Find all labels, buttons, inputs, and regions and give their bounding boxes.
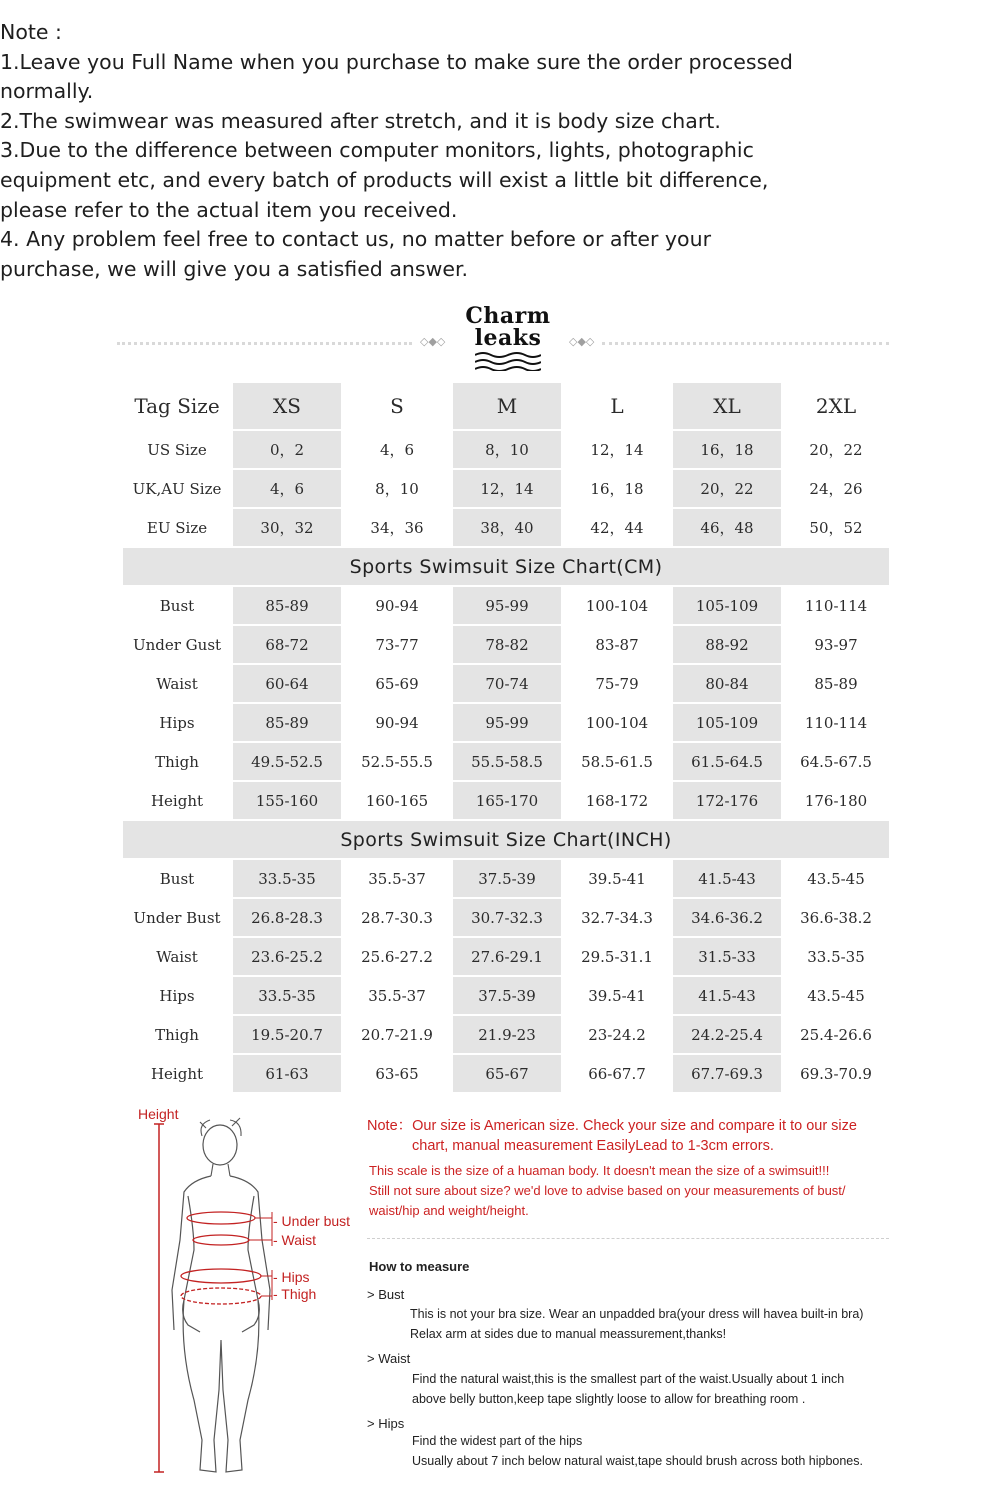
size-chart-table <box>121 381 891 1094</box>
size-value-cell: 85-89 <box>232 703 342 742</box>
size-value-cell: 100-104 <box>562 703 672 742</box>
size-value-cell: 52.5-55.5 <box>342 742 452 781</box>
size-value-cell: 4，6 <box>342 430 452 469</box>
scale-note-line1: This scale is the size of a huaman body. It doesn't mean the size of a swimsuit!!! <box>369 1163 830 1178</box>
note-heading: Note : <box>0 20 62 44</box>
row-label-cell: Under Bust <box>122 898 232 937</box>
inch-measurement-row <box>122 937 890 976</box>
size-value-cell: 105-109 <box>672 586 782 625</box>
size-value-cell: 25.6-27.2 <box>342 937 452 976</box>
size-value-cell: 58.5-61.5 <box>562 742 672 781</box>
size-value-cell: S <box>342 382 452 430</box>
size-value-cell: 35.5-37 <box>342 976 452 1015</box>
size-value-cell: 39.5-41 <box>562 976 672 1015</box>
size-value-cell: 155-160 <box>232 781 342 820</box>
size-value-cell: 75-79 <box>562 664 672 703</box>
size-value-cell: 65-67 <box>452 1054 562 1093</box>
under-bust-label: - Under bust <box>273 1213 351 1229</box>
waves-icon <box>475 351 541 371</box>
size-value-cell: 66-67.7 <box>562 1054 672 1093</box>
scale-note-line3: waist/hip and weight/height. <box>369 1203 529 1218</box>
body-outline-illustration <box>122 1100 362 1490</box>
size-value-cell: 34.6-36.2 <box>672 898 782 937</box>
size-value-cell: 46，48 <box>672 508 782 547</box>
size-value-cell: 28.7-30.3 <box>342 898 452 937</box>
size-value-cell: 32.7-34.3 <box>562 898 672 937</box>
scale-note-line2: Still not sure about size? we'd love to advise based on your measurements of bust/ <box>369 1183 846 1198</box>
size-value-cell: 33.5-35 <box>232 859 342 898</box>
size-value-cell: 85-89 <box>232 586 342 625</box>
size-value-cell: L <box>562 382 672 430</box>
size-value-cell: 27.6-29.1 <box>452 937 562 976</box>
size-value-cell: 20，22 <box>672 469 782 508</box>
row-label-cell: Thigh <box>122 742 232 781</box>
size-value-cell: 49.5-52.5 <box>232 742 342 781</box>
row-label-cell: Bust <box>122 859 232 898</box>
waist-text-line1: Find the natural waist,this is the smallest part of the waist.Usually about 1 inch <box>412 1372 845 1386</box>
size-value-cell: 95-99 <box>452 703 562 742</box>
inch-measurement-row <box>122 859 890 898</box>
row-label-cell: Thigh <box>122 1015 232 1054</box>
waist-heading: > Waist <box>367 1351 411 1366</box>
size-value-cell: 93-97 <box>782 625 890 664</box>
brand-logo <box>462 305 554 349</box>
cm-section-header-title: Sports Swimsuit Size Chart(CM) <box>122 547 890 586</box>
size-value-cell: 65-69 <box>342 664 452 703</box>
size-value-cell: 83-87 <box>562 625 672 664</box>
inch-measurement-row <box>122 898 890 937</box>
row-label-cell: Waist <box>122 664 232 703</box>
height-label: Height <box>138 1106 179 1122</box>
size-value-cell: 26.8-28.3 <box>232 898 342 937</box>
size-value-cell: 110-114 <box>782 703 890 742</box>
size-value-cell: 24，26 <box>782 469 890 508</box>
size-value-cell: 23.6-25.2 <box>232 937 342 976</box>
size-value-cell: M <box>452 382 562 430</box>
size-value-cell: 29.5-31.1 <box>562 937 672 976</box>
cm-measurement-row <box>122 703 890 742</box>
row-label-cell: Height <box>122 1054 232 1093</box>
size-value-cell: 64.5-67.5 <box>782 742 890 781</box>
size-value-cell: 42，44 <box>562 508 672 547</box>
size-value-cell: 37.5-39 <box>452 859 562 898</box>
size-value-cell: 78-82 <box>452 625 562 664</box>
note-item-3: 3.Due to the difference between computer monitors, lights, photographic equipment etc, and every batch of products will exist a little bit difference, please refer to the actual item you received. <box>0 138 769 222</box>
size-value-cell: XL <box>672 382 782 430</box>
size-value-cell: 105-109 <box>672 703 782 742</box>
size-value-cell: 41.5-43 <box>672 976 782 1015</box>
size-value-cell: 95-99 <box>452 586 562 625</box>
size-value-cell: 61.5-64.5 <box>672 742 782 781</box>
row-label-cell: US Size <box>122 430 232 469</box>
size-conversion-row <box>122 508 890 547</box>
row-label-cell: Under Gust <box>122 625 232 664</box>
size-value-cell: 43.5-45 <box>782 976 890 1015</box>
cm-section-header <box>122 547 890 586</box>
note-item-1: 1.Leave you Full Name when you purchase to make sure the order processed normally. <box>0 49 793 104</box>
brand-header <box>117 305 889 375</box>
size-value-cell: 24.2-25.4 <box>672 1015 782 1054</box>
cm-measurement-row <box>122 664 890 703</box>
row-label-cell: Hips <box>122 703 232 742</box>
size-value-cell: 19.5-20.7 <box>232 1015 342 1054</box>
size-value-cell: 39.5-41 <box>562 859 672 898</box>
size-value-cell: 110-114 <box>782 586 890 625</box>
body-measurement-figure <box>122 1100 362 1490</box>
size-value-cell: 165-170 <box>452 781 562 820</box>
hips-heading: > Hips <box>367 1416 405 1431</box>
size-value-cell: 16，18 <box>672 430 782 469</box>
size-value-cell: 61-63 <box>232 1054 342 1093</box>
size-value-cell: 33.5-35 <box>232 976 342 1015</box>
size-value-cell: 172-176 <box>672 781 782 820</box>
table-header-row <box>122 382 890 430</box>
size-value-cell: 2XL <box>782 382 890 430</box>
inch-measurement-row <box>122 976 890 1015</box>
size-value-cell: 68-72 <box>232 625 342 664</box>
row-label-cell: EU Size <box>122 508 232 547</box>
size-value-cell: 100-104 <box>562 586 672 625</box>
row-label-cell: Bust <box>122 586 232 625</box>
size-value-cell: 43.5-45 <box>782 859 890 898</box>
size-value-cell: 55.5-58.5 <box>452 742 562 781</box>
waist-label: - Waist <box>273 1232 317 1248</box>
divider-left <box>117 342 412 345</box>
size-value-cell: 69.3-70.9 <box>782 1054 890 1093</box>
size-value-cell: 80-84 <box>672 664 782 703</box>
size-value-cell: 90-94 <box>342 586 452 625</box>
inch-section-header <box>122 820 890 859</box>
size-value-cell: 90-94 <box>342 703 452 742</box>
size-conversion-row <box>122 469 890 508</box>
bust-heading: > Bust <box>367 1287 405 1302</box>
bust-text-line1: This is not your bra size. Wear an unpadded bra(your dress will havea built-in bra) <box>410 1307 864 1321</box>
size-value-cell: 70-74 <box>452 664 562 703</box>
inch-measurement-row <box>122 1015 890 1054</box>
size-value-cell: 168-172 <box>562 781 672 820</box>
cm-measurement-row <box>122 742 890 781</box>
size-value-cell: 4，6 <box>232 469 342 508</box>
dashed-divider <box>367 1238 889 1239</box>
size-value-cell: 23-24.2 <box>562 1015 672 1054</box>
note-item-2: 2.The swimwear was measured after stretch, and it is body size chart. <box>0 108 721 133</box>
cm-measurement-row <box>122 586 890 625</box>
size-value-cell: 30，32 <box>232 508 342 547</box>
row-label-cell: Tag Size <box>122 382 232 430</box>
size-value-cell: 30.7-32.3 <box>452 898 562 937</box>
size-value-cell: 85-89 <box>782 664 890 703</box>
diamond-ornament-left: ◇◆◇ <box>420 335 446 348</box>
hips-text-line1: Find the widest part of the hips <box>412 1434 583 1448</box>
size-value-cell: 34，36 <box>342 508 452 547</box>
hips-text-line2: Usually about 7 inch below natural waist,tape should brush across both hipbones. <box>412 1454 863 1468</box>
brand-logo-line1: Charm <box>465 303 551 329</box>
diamond-ornament-right: ◇◆◇ <box>569 335 595 348</box>
size-note-line1: Note：Our size is American size. Check your size and compare it to our size <box>367 1118 857 1134</box>
size-conversion-row <box>122 430 890 469</box>
size-value-cell: 36.6-38.2 <box>782 898 890 937</box>
size-value-cell: 33.5-35 <box>782 937 890 976</box>
size-value-cell: 8，10 <box>452 430 562 469</box>
size-note-line2: chart, manual measurement EasilyLead to 1-3cm errors. <box>412 1138 774 1154</box>
hips-label: - Hips <box>273 1269 310 1285</box>
size-value-cell: 25.4-26.6 <box>782 1015 890 1054</box>
size-value-cell: 38，40 <box>452 508 562 547</box>
size-value-cell: 16，18 <box>562 469 672 508</box>
size-value-cell: 31.5-33 <box>672 937 782 976</box>
size-value-cell: 12，14 <box>452 469 562 508</box>
how-to-measure-heading: How to measure <box>369 1259 470 1274</box>
row-label-cell: UK,AU Size <box>122 469 232 508</box>
size-value-cell: 63-65 <box>342 1054 452 1093</box>
size-value-cell: 41.5-43 <box>672 859 782 898</box>
size-value-cell: 37.5-39 <box>452 976 562 1015</box>
row-label-cell: Waist <box>122 937 232 976</box>
size-value-cell: 0，2 <box>232 430 342 469</box>
size-value-cell: 12，14 <box>562 430 672 469</box>
inch-section-header-title: Sports Swimsuit Size Chart(INCH) <box>122 820 890 859</box>
notes-block <box>0 18 800 284</box>
size-value-cell: 50，52 <box>782 508 890 547</box>
cm-measurement-row <box>122 625 890 664</box>
divider-right <box>602 342 889 345</box>
size-value-cell: 67.7-69.3 <box>672 1054 782 1093</box>
note-item-4: 4. Any problem feel free to contact us, no matter before or after your purchase, we will give you a satisfied answer. <box>0 227 712 281</box>
size-value-cell: 35.5-37 <box>342 859 452 898</box>
size-value-cell: 60-64 <box>232 664 342 703</box>
size-value-cell: XS <box>232 382 342 430</box>
size-value-cell: 20.7-21.9 <box>342 1015 452 1054</box>
size-value-cell: 21.9-23 <box>452 1015 562 1054</box>
size-value-cell: 20，22 <box>782 430 890 469</box>
row-label-cell: Hips <box>122 976 232 1015</box>
size-value-cell: 8，10 <box>342 469 452 508</box>
brand-logo-line2: leaks <box>474 325 542 351</box>
thigh-label: - Thigh <box>273 1286 317 1302</box>
inch-measurement-row <box>122 1054 890 1093</box>
cm-measurement-row <box>122 781 890 820</box>
size-value-cell: 88-92 <box>672 625 782 664</box>
size-value-cell: 176-180 <box>782 781 890 820</box>
size-value-cell: 160-165 <box>342 781 452 820</box>
row-label-cell: Height <box>122 781 232 820</box>
size-value-cell: 73-77 <box>342 625 452 664</box>
waist-text-line2: above belly button,keep tape slightly loose to allow for breathing room . <box>412 1392 806 1406</box>
bust-text-line2: Relax arm at sides due to manual meassurement,thanks! <box>410 1327 727 1341</box>
